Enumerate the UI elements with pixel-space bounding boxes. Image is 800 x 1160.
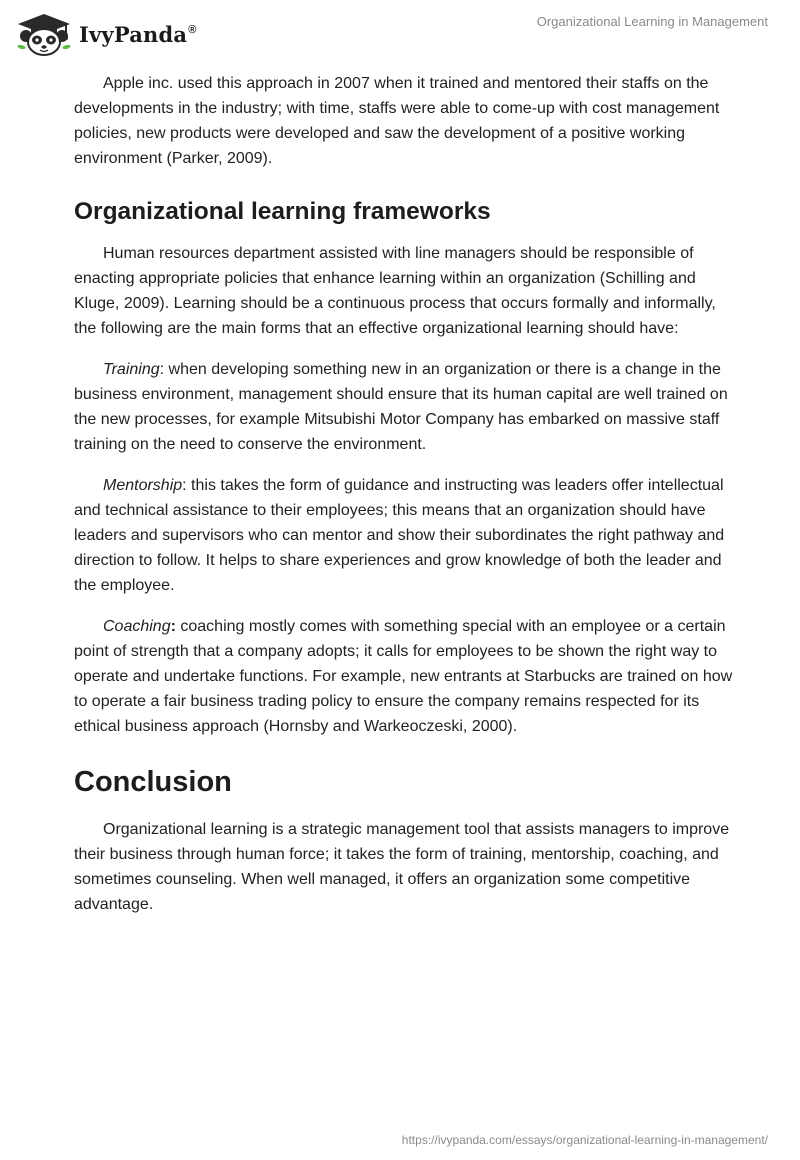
intro-paragraph: Apple inc. used this approach in 2007 when it trained and mentored their staffs on the developments in the industry; with time, staffs were able to come-up with cost management policies, new products were developed and saw the development of a positive working environment (Parker, 2009).: [74, 75, 720, 167]
training-text: when developing something new in an organization or there is a change in the business environment, management should ensure that its human capital are well trained on the new processes, for example Mitsubishi Motor Company has embarked on massive staff training on the need to conserve the environment.: [74, 361, 728, 453]
ivypanda-logo[interactable]: [14, 10, 197, 56]
mentorship-term: Mentorship: [103, 477, 183, 494]
brand-name: IvyPanda®: [79, 21, 197, 47]
training-separator: :: [159, 361, 165, 378]
essay-content: [74, 71, 734, 933]
page-header: [0, 0, 800, 64]
mentorship-separator: :: [182, 477, 187, 494]
registered-mark: ®: [188, 23, 197, 36]
frameworks-paragraph: Human resources department assisted with line managers should be responsible of enacting appropriate policies that enhance learning within an organization (Schilling and Kluge, 2009). Learning should be a continuous process that occurs formally and informally, the following are the main forms that an effective organizational learning should have:: [74, 245, 716, 337]
coaching-item: [74, 614, 734, 739]
mentorship-item: [74, 473, 734, 598]
source-url[interactable]: https://ivypanda.com/essays/organizational-learning-in-management/: [401, 1133, 768, 1147]
training-term: Training: [103, 361, 160, 378]
conclusion-paragraph: Organizational learning is a strategic management tool that assists managers to improve their business through human force; it takes the form of training, mentorship, coaching, and sometimes counseling. When well managed, it offers an organization some competitive advantage.: [74, 821, 730, 913]
mentorship-text: this takes the form of guidance and instructing was leaders offer intellectual and technical assistance to their employees; this means that an organization should have leaders and supervisors who can mentor and show their subordinates the right pathway and direction to follow. It helps to share experiences and grow knowledge of both the leader and the employee.: [74, 477, 725, 594]
coaching-separator: :: [170, 618, 176, 635]
frameworks-heading: Organizational learning frameworks: [74, 198, 491, 225]
coaching-term: Coaching: [103, 618, 171, 635]
conclusion-heading: Conclusion: [74, 766, 232, 798]
training-item: [74, 357, 734, 457]
document-title: Organizational Learning in Management: [536, 14, 768, 29]
panda-graduate-icon: [14, 10, 74, 56]
coaching-text: coaching mostly comes with something special with an employee or a certain point of strength that a company adopts; it calls for employees to be shown the right way to operate and undertake functions. For example, new entrants at Starbucks are trained on how to operate a fair business trading policy to ensure the company remains respected for its ethical business approach (Hornsby and Warkeoczeski, 2000).: [74, 618, 733, 735]
